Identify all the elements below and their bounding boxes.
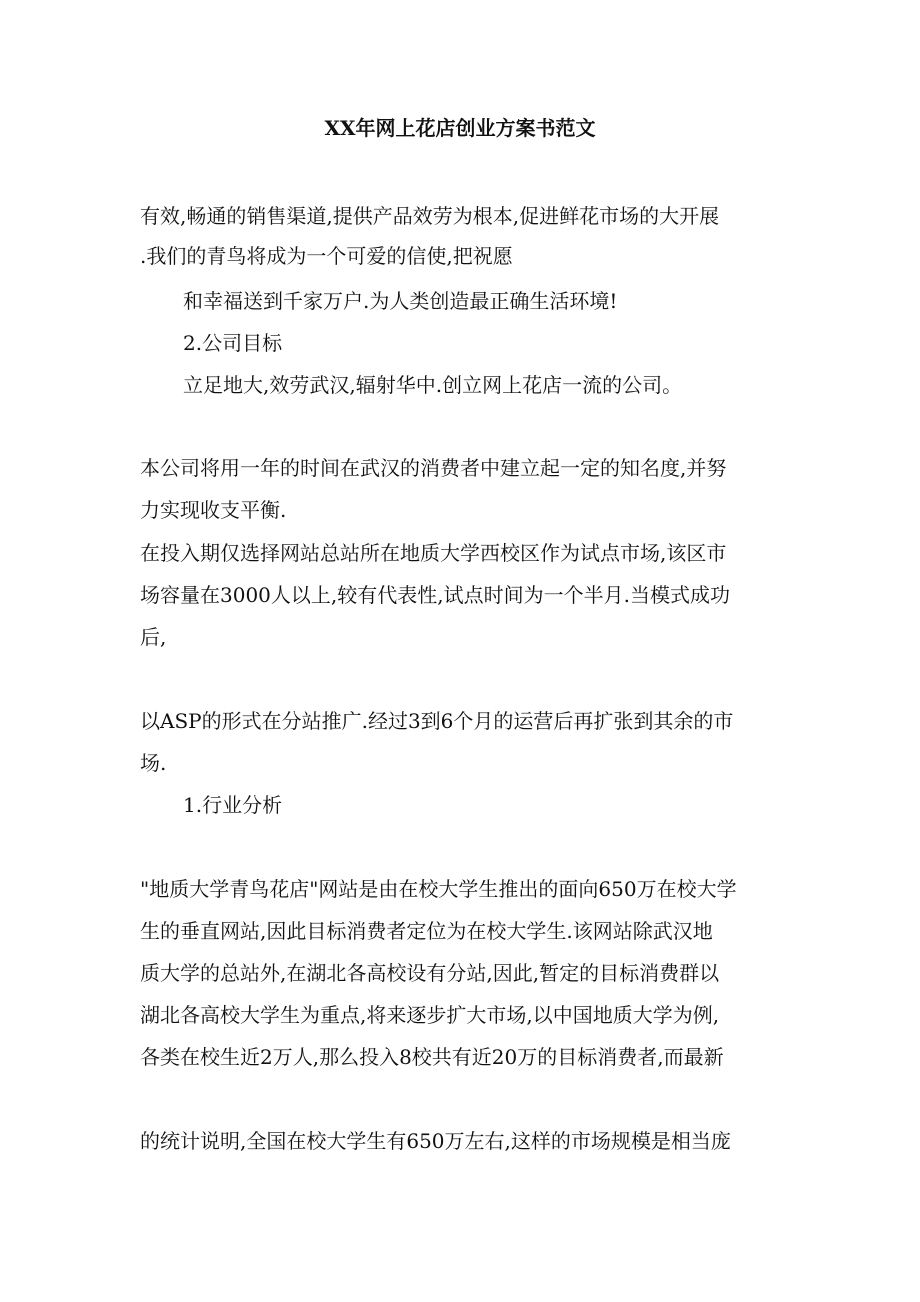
- body-line: 以ASP的形式在分站推广.经过3到6个月的运营后再扩张到其余的市: [140, 709, 734, 733]
- body-line: 在投入期仅选择网站总站所在地质大学西校区作为试点市场,该区市: [140, 541, 727, 565]
- body-line: 立足地大,效劳武汉,辐射华中.创立网上花店一流的公司。: [183, 373, 683, 397]
- body-line: 场.: [140, 751, 167, 775]
- body-line: .我们的青鸟将成为一个可爱的信使,把祝愿: [140, 244, 513, 268]
- document-title: XX年网上花店创业方案书范文: [324, 116, 596, 140]
- section-heading: 1.行业分析: [183, 793, 283, 817]
- body-line: 力实现收支平衡.: [140, 498, 287, 522]
- body-line: 有效,畅通的销售渠道,提供产品效劳为根本,促进鲜花市场的大开展: [140, 204, 720, 228]
- body-line: "地质大学青鸟花店"网站是由在校大学生推出的面向650万在校大学: [140, 877, 737, 901]
- body-line: 的统计说明,全国在校大学生有650万左右,这样的市场规模是相当庞: [140, 1129, 731, 1153]
- body-line: 各类在校生近2万人,那么投入8校共有近20万的目标消费者,而最新: [140, 1045, 724, 1069]
- body-line: 后,: [140, 625, 167, 649]
- body-line: 湖北各高校大学生为重点,将来逐步扩大市场,以中国地质大学为例,: [140, 1003, 720, 1027]
- body-line: 质大学的总站外,在湖北各高校设有分站,因此,暂定的目标消费群以: [140, 961, 720, 985]
- section-heading: 2.公司目标: [183, 331, 283, 355]
- body-line: 场容量在3000人以上,较有代表性,试点时间为一个半月.当模式成功: [140, 583, 730, 607]
- body-line: 和幸福送到千家万户.为人类创造最正确生活环境!: [183, 289, 618, 313]
- body-line: 本公司将用一年的时间在武汉的消费者中建立起一定的知名度,并努: [140, 456, 727, 480]
- body-line: 生的垂直网站,因此目标消费者定位为在校大学生.该网站除武汉地: [140, 919, 713, 943]
